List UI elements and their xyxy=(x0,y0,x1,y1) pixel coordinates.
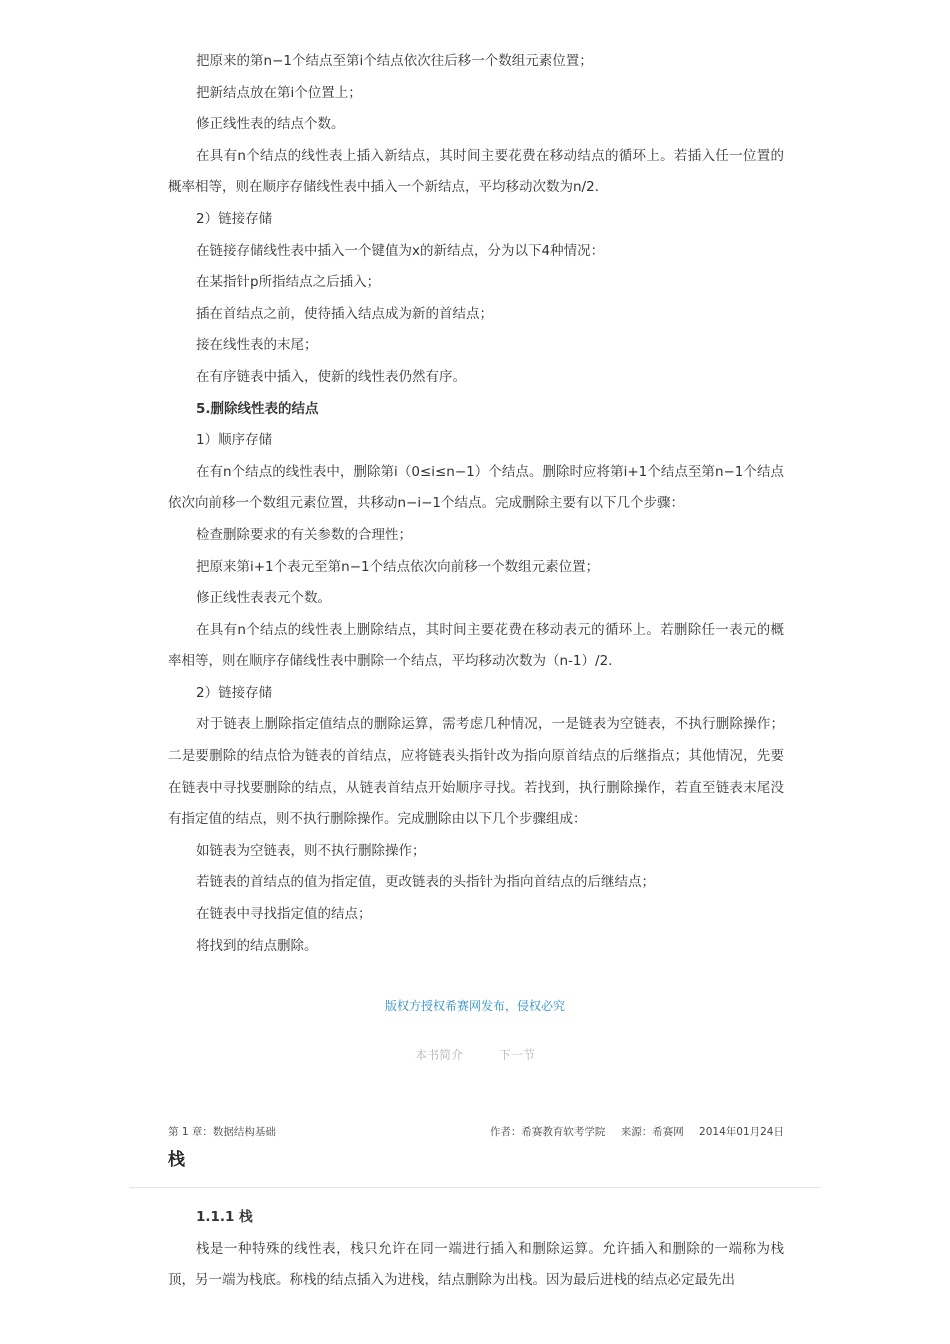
divider xyxy=(129,1187,821,1188)
paragraph: 插在首结点之前，使待插入结点成为新的首结点； xyxy=(196,305,493,322)
pager xyxy=(0,1044,950,1066)
article-body-bottom xyxy=(168,1202,784,1297)
paragraph: 若链表的首结点的值为指定值，更改链表的头指针为指向首结点的后继结点； xyxy=(196,874,655,891)
paragraph: 在具有n个结点的线性表上插入新结点，其时间主要花费在移动结点的循环上。若插入任一位置的概率相等，则在顺序存储线性表中插入一个新结点，平均移动次数为n/2. xyxy=(168,147,784,196)
subheading-linked-storage: 2）链接存储 xyxy=(196,210,273,227)
paragraph: 将找到的结点删除。 xyxy=(196,937,318,954)
prev-link-book-intro[interactable]: 本书简介 xyxy=(415,1048,464,1062)
heading-delete-node: 5.删除线性表的结点 xyxy=(196,400,319,417)
paragraph: 把原来的第n−1个结点至第i个结点依次往后移一个数组元素位置； xyxy=(196,53,593,69)
paragraph: 把新结点放在第i个位置上； xyxy=(196,84,362,101)
paragraph: 在链表中寻找指定值的结点； xyxy=(196,906,372,923)
paragraph: 栈是一种特殊的线性表，栈只允许在同一端进行插入和删除运算。允许插入和删除的一端称为栈顶，另一端为栈底。称栈的结点插入为进栈，结点删除为出栈。因为最后进栈的结点必定最先出 xyxy=(168,1240,784,1289)
article-body-top xyxy=(168,46,784,962)
source-label: 来源：希赛网 xyxy=(620,1126,684,1138)
next-section-link[interactable]: 下一节 xyxy=(498,1048,535,1062)
paragraph: 修正线性表表元个数。 xyxy=(196,590,331,607)
author-label: 作者：希赛教育软考学院 xyxy=(489,1126,606,1138)
paragraph: 接在线性表的末尾； xyxy=(196,337,318,354)
paragraph: 把原来第i+1个表元至第n−1个结点依次向前移一个数组元素位置； xyxy=(196,558,600,575)
paragraph: 在有n个结点的线性表中，删除第i（0≤i≤n−1）个结点。删除时应将第i+1个结点至第n−1个结点依次向前移一个数组元素位置，共移动n−i−1个结点。完成删除主要有以下几个步骤： xyxy=(168,463,784,512)
date-label: 2014年01月24日 xyxy=(699,1126,784,1138)
subsection-heading: 1.1.1 栈 xyxy=(196,1209,253,1225)
copyright-notice: 版权方授权希赛网发布，侵权必究 xyxy=(384,999,565,1013)
paragraph: 在链接存储线性表中插入一个键值为x的新结点，分为以下4种情况： xyxy=(196,242,605,259)
meta-info xyxy=(478,1122,784,1142)
paragraph: 在某指针p所指结点之后插入； xyxy=(196,274,381,291)
chapter-label: 第 1 章：数据结构基础 xyxy=(168,1126,276,1138)
subheading-linked-storage: 2）链接存储 xyxy=(196,684,273,701)
subheading-sequential-storage: 1）顺序存储 xyxy=(196,432,273,449)
paragraph: 在有序链表中插入，使新的线性表仍然有序。 xyxy=(196,368,466,385)
paragraph: 如链表为空链表，则不执行删除操作； xyxy=(196,842,426,859)
paragraph: 检查删除要求的有关参数的合理性； xyxy=(196,526,412,543)
paragraph: 在具有n个结点的线性表上删除结点，其时间主要花费在移动表元的循环上。若删除任一表元的概率相等，则在顺序存储线性表中删除一个结点，平均移动次数为（n-1）/2. xyxy=(168,621,784,670)
page-title: 栈 xyxy=(168,1150,185,1170)
paragraph: 修正线性表的结点个数。 xyxy=(196,116,345,133)
paragraph: 对于链表上删除指定值结点的删除运算，需考虑几种情况，一是链表为空链表，不执行删除操作；二是要删除的结点恰为链表的首结点，应将链表头指针改为指向原首结点的后继指点；其他情况，先要在链表中寻找要删除的结点，从链表首结点开始顺序寻找。若找到，执行删除操作，若直至链表末尾没有指定值的结点，则不执行删除操作。完成删除由以下几个步骤组成： xyxy=(168,716,784,828)
article-meta xyxy=(168,1122,784,1142)
